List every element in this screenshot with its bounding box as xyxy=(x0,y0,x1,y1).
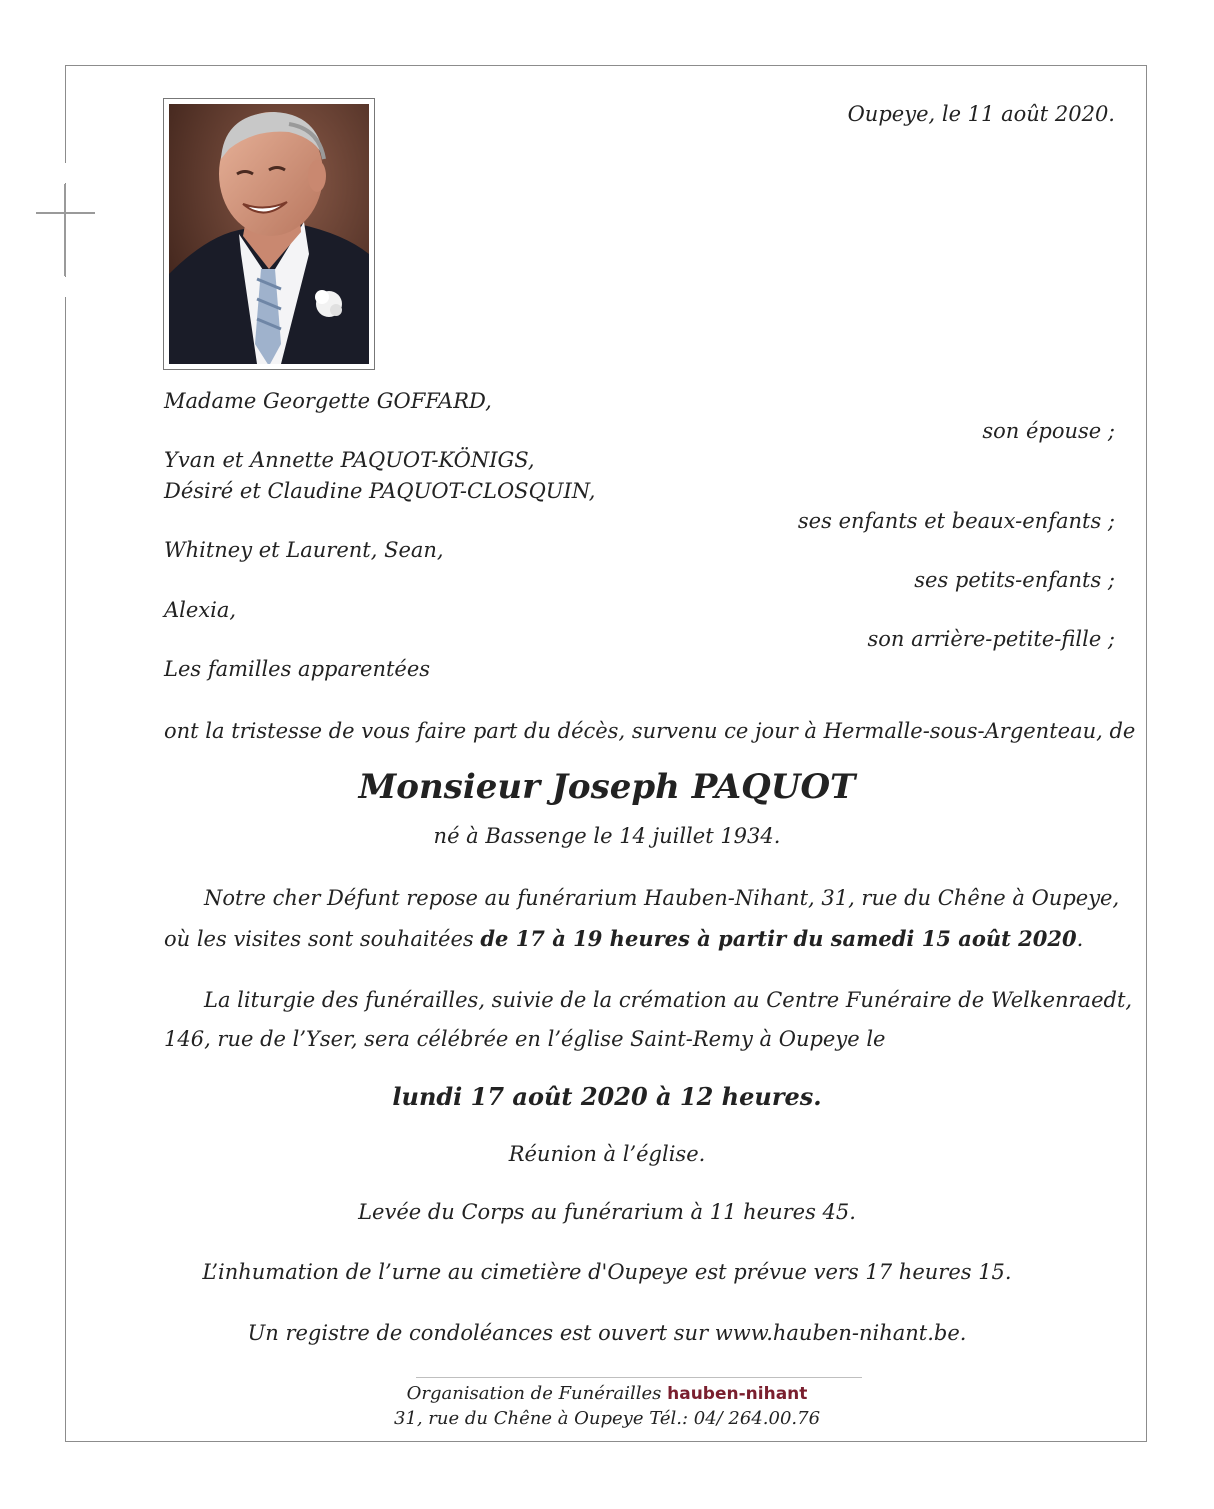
visit-line-2-prefix: où les visites sont souhaitées xyxy=(164,927,481,951)
levee-line: Levée du Corps au funérarium à 11 heures 45. xyxy=(358,1200,856,1224)
liturgy-line-2: 146, rue de l’Yser, sera célébrée en l’église Saint-Remy à Oupeye le xyxy=(164,1027,886,1051)
footer-organisation xyxy=(0,1385,1214,1403)
visit-hours: de 17 à 19 heures à partir du samedi 15 août 2020 xyxy=(480,926,1077,951)
family-relation-great-grandchild: son arrière-petite-fille ; xyxy=(867,627,1115,651)
deceased-name: Monsieur Joseph PAQUOT xyxy=(358,767,856,807)
announcement: ont la tristesse de vous faire part du décès, survenu ce jour à Hermalle-sous-Argenteau, de xyxy=(164,719,1136,743)
liturgy-line-1: La liturgie des funérailles, suivie de la crémation au Centre Funéraire de Welkenraedt, xyxy=(204,988,1133,1012)
birth-line: né à Bassenge le 14 juillet 1934. xyxy=(433,824,781,848)
meeting-line: Réunion à l’église. xyxy=(508,1142,706,1166)
registry-line: Un registre de condoléances est ouvert sur www.hauben-nihant.be. xyxy=(247,1321,967,1345)
family-name-spouse: Madame Georgette GOFFARD, xyxy=(164,389,492,413)
footer-org-prefix: Organisation de Funérailles xyxy=(406,1383,668,1404)
family-name-grandchildren: Whitney et Laurent, Sean, xyxy=(164,538,444,562)
family-name-children-1: Yvan et Annette PAQUOT-KÖNIGS, xyxy=(164,448,535,472)
footer-divider xyxy=(416,1377,862,1378)
family-relation-spouse: son épouse ; xyxy=(982,419,1115,443)
family-relation-children: ses enfants et beaux-enfants ; xyxy=(797,509,1115,533)
ceremony-datetime: lundi 17 août 2020 à 12 heures. xyxy=(392,1082,822,1111)
family-name-great-grandchild: Alexia, xyxy=(164,598,237,622)
brand-logo: hauben-nihant xyxy=(667,1384,808,1404)
family-name-relatives: Les familles apparentées xyxy=(164,657,431,681)
visit-line-1: Notre cher Défunt repose au funérarium Hauben-Nihant, 31, rue du Chêne à Oupeye, xyxy=(204,886,1120,910)
visit-line-2-suffix: . xyxy=(1076,927,1084,951)
portrait-photo xyxy=(169,104,369,364)
family-name-children-2: Désiré et Claudine PAQUOT-CLOSQUIN, xyxy=(164,479,596,503)
inhumation-line: L’inhumation de l’urne au cimetière d'Oupeye est prévue vers 17 heures 15. xyxy=(202,1260,1012,1284)
visit-line-2 xyxy=(164,928,1083,950)
footer-address: 31, rue du Chêne à Oupeye Tél.: 04/ 264.00.76 xyxy=(393,1408,821,1429)
family-relation-grandchildren: ses petits-enfants ; xyxy=(914,568,1115,592)
date-line: Oupeye, le 11 août 2020. xyxy=(847,102,1115,126)
